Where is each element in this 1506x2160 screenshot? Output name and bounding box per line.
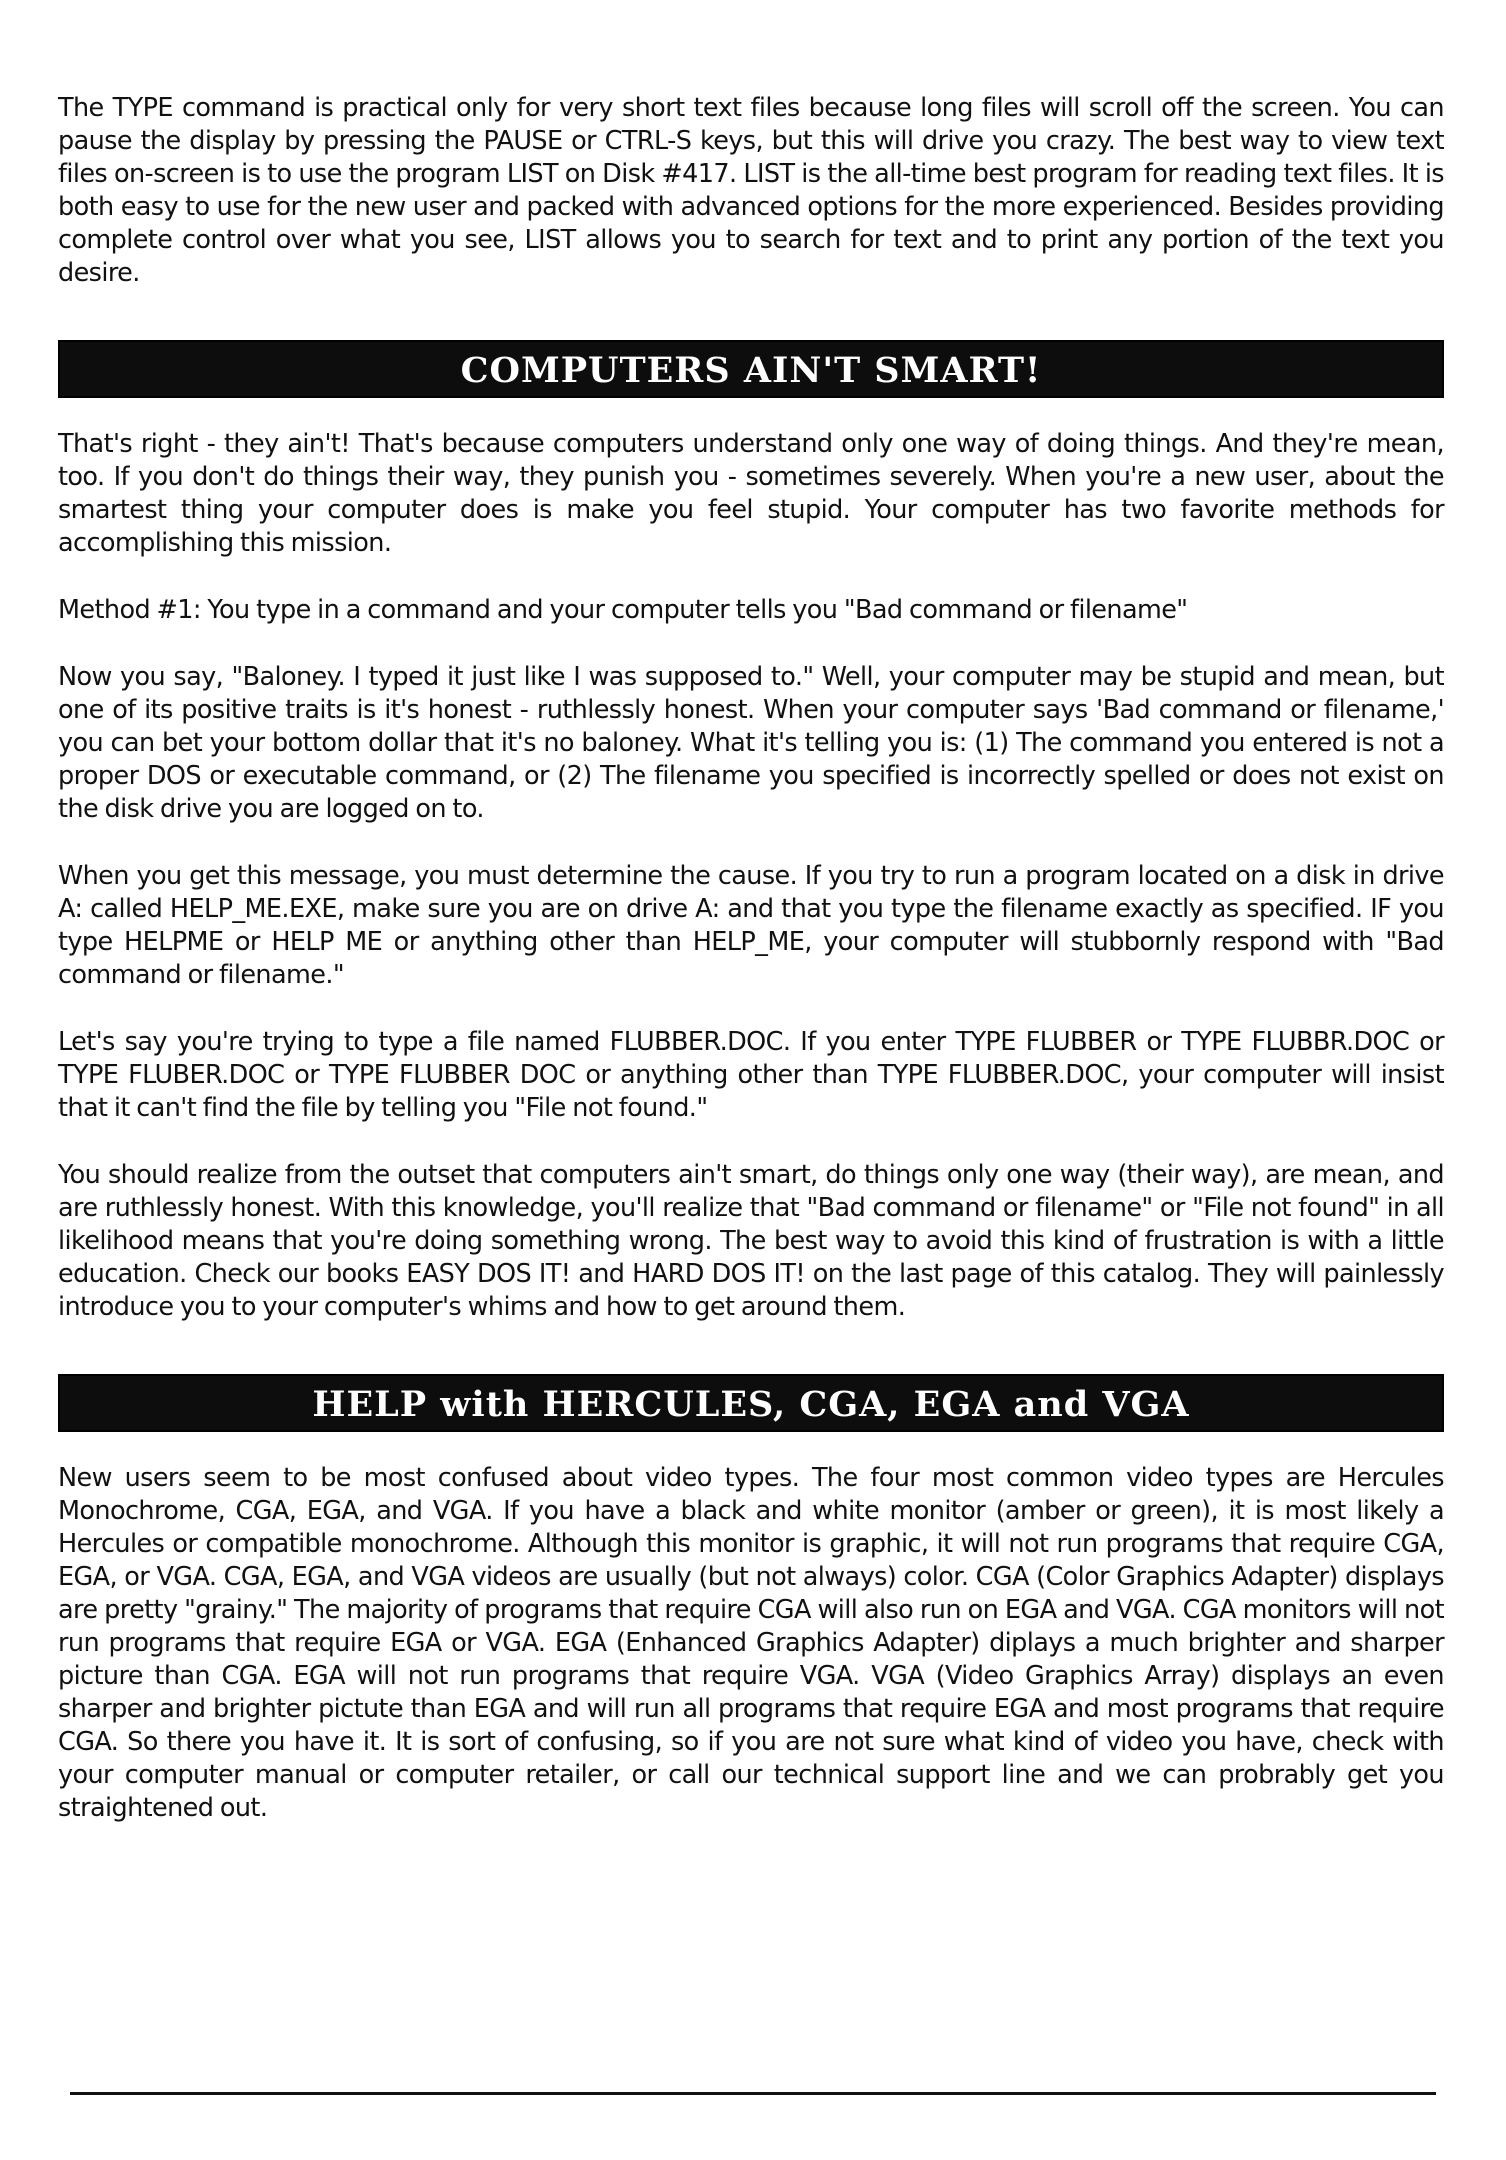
video-paragraph: New users seem to be most confused about video types. The four most common video types are Hercules Monochrome, CGA, EGA, and VGA. If you have a black and white monitor (amber or green), it is most likely a Hercules or compatible monochrome. Although this monitor is graphic, it will not run programs that require CGA, EGA, or VGA. CGA, EGA, and VGA videos are usually (but not always) color. CGA (Color Graphics Adapter) displays are pretty "grainy." The majority of programs that require CGA will also run on EGA and VGA. CGA monitors will not run programs that require EGA or VGA. EGA (Enhanced Graphics Adapter) diplays a much brighter and sharper picture than CGA. EGA will not run programs that require VGA. VGA (Video Graphics Array) displays an even sharper and brighter pictute than EGA and will run all programs that require EGA and most programs that require CGA. So there you have it. It is sort of confusing, so if you are not sure what kind of video you have, check with your computer manual or computer retailer, or call our technical support line and we can probrably get you straightened out. bbox=[58, 1463, 1444, 1823]
smart-paragraph-4: When you get this message, you must determine the cause. If you try to run a program located on a disk in drive A: called HELP_ME.EXE, make sure you are on drive A: and that you type the filename exactly as specified. IF you type HELPME or HELP ME or anything other than HELP_ME, your computer will stubbornly respond with "Bad command or filename." bbox=[58, 861, 1444, 990]
smart-paragraph-2: Method #1: You type in a command and your computer tells you "Bad command or filename" bbox=[58, 595, 1188, 625]
smart-paragraph-3: Now you say, "Baloney. I typed it just like I was supposed to." Well, your computer may be stupid and mean, but one of its positive traits is it's honest - ruthlessly honest. When your computer says 'Bad command or filename,' you can bet your bottom dollar that it's no baloney. What it's telling you is: (1) The command you entered is not a proper DOS or executable command, or (2) The filename you specified is incorrectly spelled or does not exist on the disk drive you are logged on to. bbox=[58, 662, 1444, 824]
smart-paragraph-1: That's right - they ain't! That's because computers understand only one way of doing things. And they're mean, too. If you don't do things their way, they punish you - sometimes severely. When you're a new user, about the smartest thing your computer does is make you feel stupid. Your computer has two favorite methods for accomplishing this mission. bbox=[58, 429, 1444, 558]
smart-paragraph-6: You should realize from the outset that computers ain't smart, do things only one way (their way), are mean, and are ruthlessly honest. With this knowledge, you'll realize that "Bad command or filename" or "File not found" in all likelihood means that you're doing something wrong. The best way to avoid this kind of frustration is with a little education. Check our books EASY DOS IT! and HARD DOS IT! on the last page of this catalog. They will painlessly introduce you to your computer's whims and how to get around them. bbox=[58, 1160, 1444, 1322]
section-heading-video-types: HELP with HERCULES, CGA, EGA and VGA bbox=[58, 1374, 1444, 1432]
bottom-divider-rule bbox=[70, 2092, 1436, 2095]
intro-paragraph: The TYPE command is practical only for very short text files because long files will scroll off the screen. You can pause the display by pressing the PAUSE or CTRL-S keys, but this will drive you crazy. The best way to view text files on-screen is to use the program LIST on Disk #417. LIST is the all-time best program for reading text files. It is both easy to use for the new user and packed with advanced options for the more experienced. Besides providing complete control over what you see, LIST allows you to search for text and to print any portion of the text you desire. bbox=[58, 93, 1444, 288]
section-heading-computers-aint-smart: COMPUTERS AIN'T SMART! bbox=[58, 340, 1444, 398]
smart-paragraph-5: Let's say you're trying to type a file named FLUBBER.DOC. If you enter TYPE FLUBBER or TYPE FLUBBR.DOC or TYPE FLUBER.DOC or TYPE FLUBBER DOC or anything other than TYPE FLUBBER.DOC, your computer will insist that it can't find the file by telling you "File not found." bbox=[58, 1027, 1444, 1123]
catalog-page bbox=[58, 92, 1444, 1825]
